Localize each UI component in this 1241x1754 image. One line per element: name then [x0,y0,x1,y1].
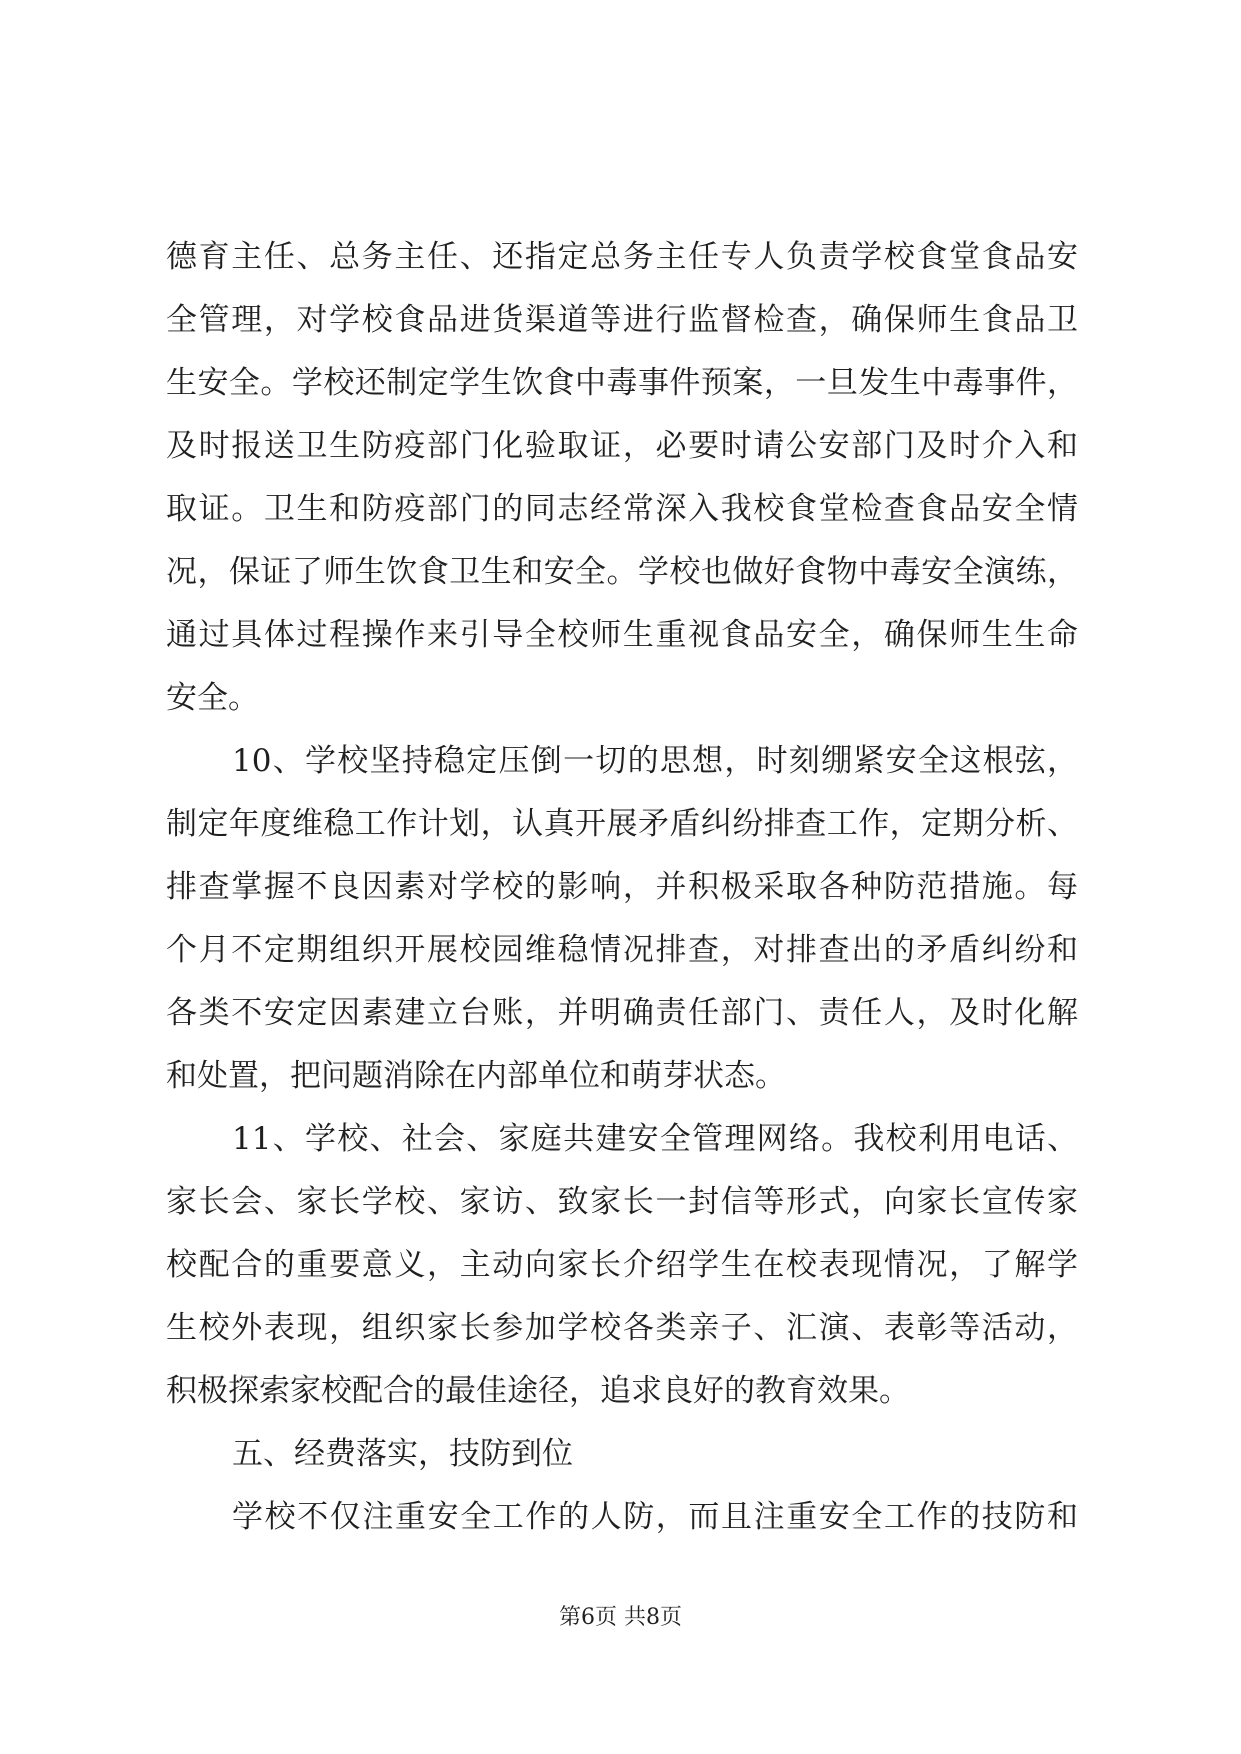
text-line: 各类不安定因素建立台账，并明确责任部门、责任人，及时化解 [166,995,1078,1031]
text-line: 德育主任、总务主任、还指定总务主任专人负责学校食堂食品安 [166,239,1078,275]
text-line: 排查掌握不良因素对学校的影响，并积极采取各种防范措施。每 [166,869,1078,905]
text-line: 全管理，对学校食品进货渠道等进行监督检查，确保师生食品卫 [166,302,1078,338]
text-line: 学校不仅注重安全工作的人防，而且注重安全工作的技防和 [232,1499,1078,1535]
page-footer: 第6页 共8页 [559,1605,682,1630]
text-line: 积极探索家校配合的最佳途径，追求良好的教育效果。 [166,1373,910,1409]
section-heading: 五、经费落实，技防到位 [232,1436,573,1472]
document-body [166,226,1078,1549]
text-line: 生校外表现，组织家长参加学校各类亲子、汇演、表彰等活动， [166,1310,1078,1346]
text-line: 制定年度维稳工作计划，认真开展矛盾纠纷排查工作，定期分析、 [166,806,1078,842]
text-line: 个月不定期组织开展校园维稳情况排查，对排查出的矛盾纠纷和 [166,932,1078,968]
text-line: 安全。 [166,680,259,716]
text-line: 生安全。学校还制定学生饮食中毒事件预案，一旦发生中毒事件， [166,365,1078,401]
text-line: 家长会、家长学校、家访、致家长一封信等形式，向家长宣传家 [166,1184,1078,1220]
paragraph-10-first-line: 10、学校坚持稳定压倒一切的思想，时刻绷紧安全这根弦， [232,743,1078,779]
paragraph-11-first-line: 11、学校、社会、家庭共建安全管理网络。我校利用电话、 [232,1121,1078,1157]
text-line: 及时报送卫生防疫部门化验取证，必要时请公安部门及时介入和 [166,428,1078,464]
text-line: 通过具体过程操作来引导全校师生重视食品安全，确保师生生命 [166,617,1078,653]
text-line: 取证。卫生和防疫部门的同志经常深入我校食堂检查食品安全情 [166,491,1078,527]
text-line: 和处置，把问题消除在内部单位和萌芽状态。 [166,1058,786,1094]
text-line: 况，保证了师生饮食卫生和安全。学校也做好食物中毒安全演练， [166,554,1078,590]
text-line: 校配合的重要意义，主动向家长介绍学生在校表现情况，了解学 [166,1247,1078,1283]
